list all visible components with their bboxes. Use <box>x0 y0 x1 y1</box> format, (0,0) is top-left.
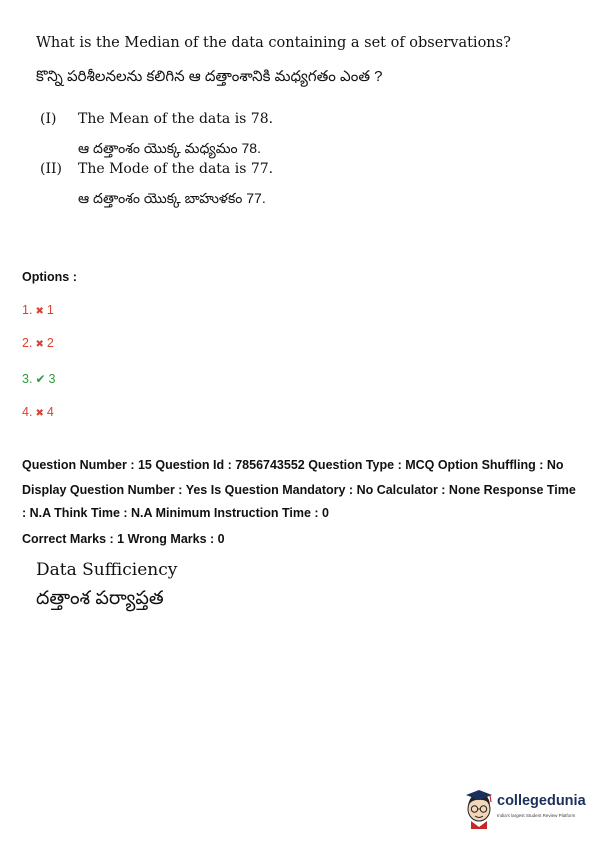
logo-wordmark: collegedunia <box>497 793 586 809</box>
statement-1-te: ఆ దత్తాంశం యొక్క మధ్యమం 78. <box>78 140 261 156</box>
meta-line-1: Question Number : 15 Question Id : 7856743552 Question Type : MCQ Option Shuffling : No <box>22 458 564 472</box>
meta-line-2: Display Question Number : Yes Is Question Mandatory : No Calculator : None Response Time <box>22 483 576 497</box>
option-1-value: 1 <box>46 303 54 317</box>
cross-icon: ✖ <box>35 339 44 350</box>
option-4[interactable] <box>22 405 54 419</box>
option-3-value: 3 <box>48 372 56 386</box>
option-2[interactable] <box>22 336 54 350</box>
section-title-te: దత్తాంశ పర్యాప్తత <box>36 588 164 609</box>
question-text-te: కొన్ని పరిశీలనలను కలిగిన ఆ దత్తాంశానికి మధ్యగతం ఎంత ? <box>36 68 383 85</box>
statement-2-number: (II) <box>40 161 62 177</box>
statement-1-en: The Mean of the data is 78. <box>78 111 274 127</box>
cross-icon: ✖ <box>35 408 44 419</box>
check-icon: ✔ <box>35 372 46 386</box>
option-1[interactable] <box>22 303 54 317</box>
option-2-value: 2 <box>46 336 54 350</box>
option-4-value: 4 <box>46 405 54 419</box>
option-2-number: 2. <box>22 336 33 350</box>
marks-line: Correct Marks : 1 Wrong Marks : 0 <box>22 532 225 546</box>
cross-icon: ✖ <box>35 306 44 317</box>
option-3-number: 3. <box>22 372 33 386</box>
statement-2-en: The Mode of the data is 77. <box>78 161 274 177</box>
option-3[interactable] <box>22 372 55 386</box>
statement-1-number: (I) <box>40 111 57 127</box>
student-mascot-icon <box>463 787 495 829</box>
statement-2-te: ఆ దత్తాంశం యొక్క బాహుళకం 77. <box>78 190 266 206</box>
collegedunia-logo <box>463 787 593 831</box>
option-4-number: 4. <box>22 405 33 419</box>
section-title-en: Data Sufficiency <box>36 560 178 580</box>
logo-tagline: India's largest Student Review Platform <box>497 813 576 818</box>
option-1-number: 1. <box>22 303 33 317</box>
meta-line-3: : N.A Think Time : N.A Minimum Instruction Time : 0 <box>22 506 329 520</box>
options-heading: Options : <box>22 270 77 284</box>
question-text-en: What is the Median of the data containing a set of observations? <box>36 35 511 51</box>
